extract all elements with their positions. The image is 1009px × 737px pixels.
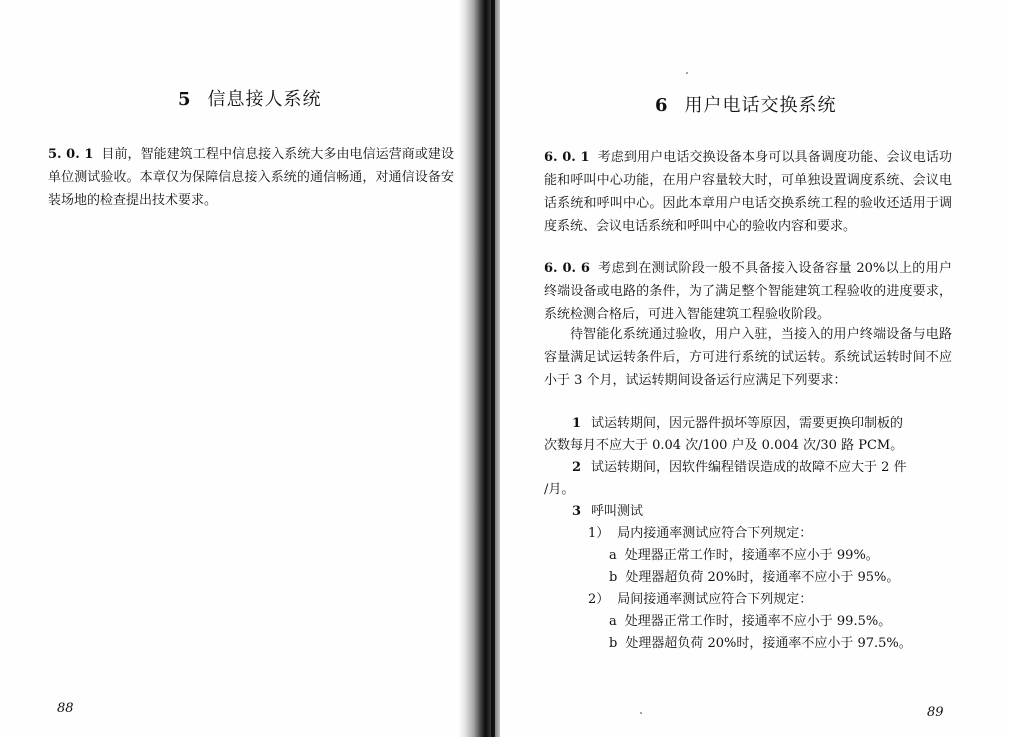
clause-5-0-1-text: 目前，智能建筑工程中信息接入系统大多由电信运营商或建设单位测试验收。本章仅为保障信息接入系统的通信畅通，对通信设备安装场地的检查提出技术要求。 — [48, 147, 454, 208]
subitem-2a-text: 处理器正常工作时，接通率不应小于 99.5%。 — [624, 614, 892, 629]
chapter-6-heading — [655, 91, 837, 117]
subitem-1a-label: a — [609, 548, 617, 563]
subitem-2 — [588, 588, 812, 611]
item-3-label: 3 — [572, 504, 582, 519]
clause-6-0-1-number: 6. 0. 1 — [544, 150, 590, 165]
chapter-5-number: 5 — [178, 89, 192, 110]
paper-speck — [640, 712, 642, 714]
subitem-2a — [609, 610, 891, 633]
page-number-right: 89 — [927, 705, 944, 720]
item-3-text: 呼叫测试 — [591, 504, 644, 519]
subitem-1-text: 局内接通率测试应符合下列规定： — [617, 526, 813, 541]
clause-5-0-1 — [48, 143, 454, 212]
subitem-1b-text: 处理器超负荷 20%时，接通率不应小于 95%。 — [625, 570, 900, 585]
subitem-2b-text: 处理器超负荷 20%时，接通率不应小于 97.5%。 — [625, 636, 912, 651]
subitem-2a-label: a — [609, 614, 617, 629]
item-1-label: 1 — [572, 416, 582, 431]
item-1-text-line-1: 试运转期间，因元器件损坏等原因，需要更换印制板的 — [591, 416, 904, 431]
subitem-1b — [609, 566, 899, 589]
right-page — [500, 0, 1009, 737]
subitem-2b — [609, 632, 912, 655]
item-1-text-line-2: 次数每月不应大于 0.04 次/100 户及 0.004 次/30 路 PCM。 — [544, 438, 904, 453]
paper-speck — [686, 72, 688, 74]
subitem-1 — [588, 522, 812, 545]
subitem-2b-label: b — [609, 636, 618, 651]
book-spine-line — [491, 0, 495, 737]
clause-5-0-1-number: 5. 0. 1 — [48, 147, 94, 162]
subitem-2-text: 局间接通率测试应符合下列规定： — [617, 592, 813, 607]
clause-6-0-6-paragraph-2: 待智能化系统通过验收，用户入驻，当接入的用户终端设备与电路容量满足试运转条件后，方可进行系统的试运转。系统试运转时间不应小于 3 个月，试运转期间设备运行应满足下列要求： — [544, 327, 952, 388]
subitem-1a-text: 处理器正常工作时，接通率不应小于 99%。 — [624, 548, 879, 563]
subitem-1b-label: b — [609, 570, 618, 585]
chapter-6-title: 用户电话交换系统 — [684, 95, 837, 116]
left-page — [0, 0, 470, 737]
chapter-5-heading — [178, 85, 322, 111]
item-2-text-line-2: /月。 — [544, 482, 575, 497]
chapter-5-title: 信息接人系统 — [207, 89, 322, 110]
item-2-text-line-1: 试运转期间，因软件编程错误造成的故障不应大于 2 件 — [591, 460, 907, 475]
clause-6-0-1-text: 考虑到用户电话交换设备本身可以具备调度功能、会议电话功能和呼叫中心功能，在用户容量较大时，可单独设置调度系统、会议电话系统和呼叫中心。因此本章用户电话交换系统工程的验收还适用于调度系统、会议电话系统和呼叫中心的验收内容和要求。 — [544, 150, 952, 234]
item-1-line-1 — [572, 412, 903, 435]
clause-6-0-1 — [544, 146, 952, 238]
subitem-1-label: 1） — [588, 526, 610, 541]
item-2-label: 2 — [572, 460, 582, 475]
clause-6-0-6-number: 6. 0. 6 — [544, 261, 590, 276]
subitem-2-label: 2） — [588, 592, 610, 607]
item-3 — [572, 500, 643, 523]
clause-6-0-6 — [544, 257, 952, 326]
item-2-line-1 — [572, 456, 907, 479]
subitem-1a — [609, 544, 879, 567]
page-number-left: 88 — [57, 701, 74, 716]
clause-6-0-6-text: 考虑到在测试阶段一般不具备接入设备容量 20%以上的用户终端设备或电路的条件，为了满足整个智能建筑工程验收的进度要求，系统检测合格后，可进入智能建筑工程验收阶段。 — [544, 261, 952, 322]
chapter-6-number: 6 — [655, 95, 669, 116]
